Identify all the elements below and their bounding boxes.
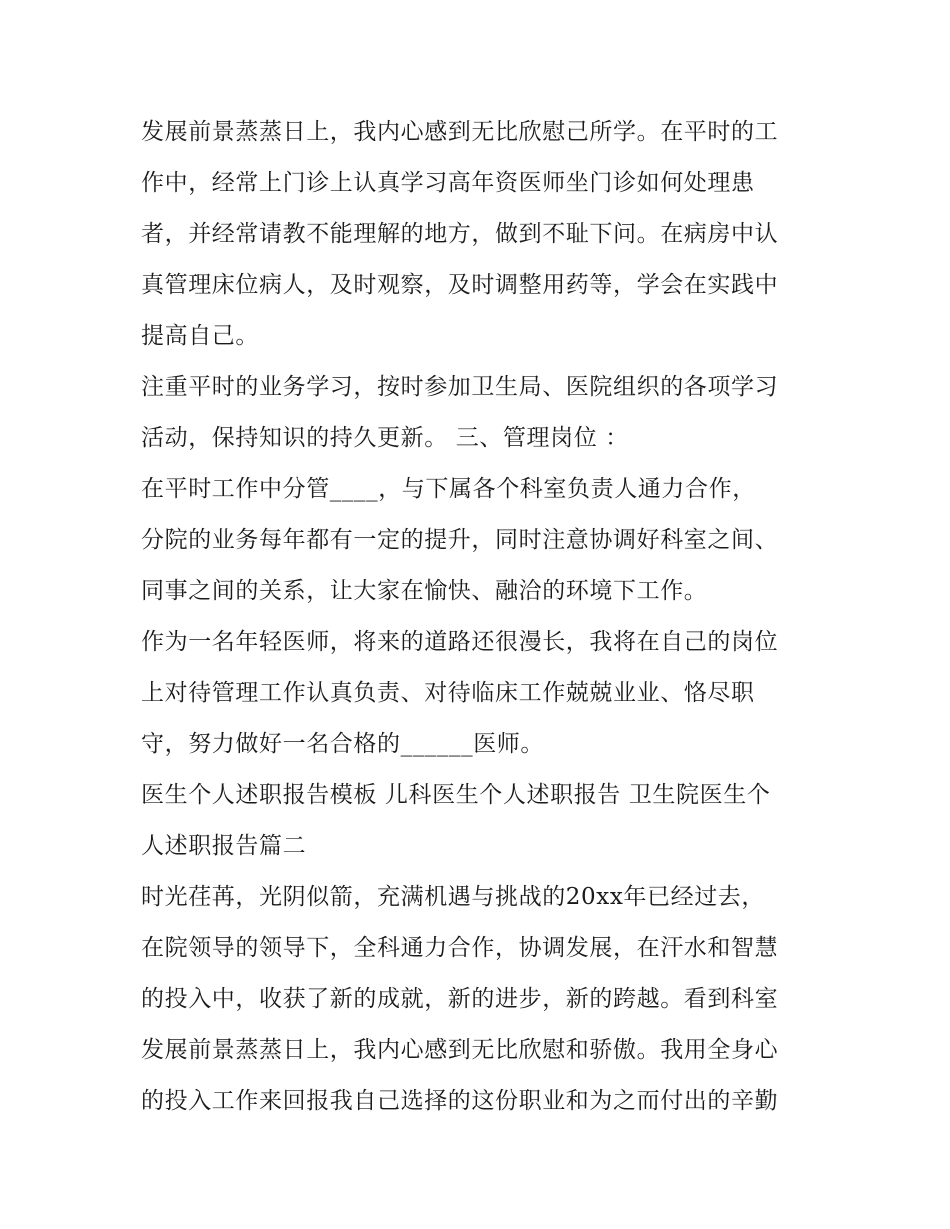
text-line: 分院的业务每年都有一定的提升，同时注意协调好科室之间、 <box>141 527 779 553</box>
text-line: 的投入工作来回报我自己选择的这份职业和为之而付出的辛勤 <box>141 1088 779 1114</box>
text-line: 同事之间的关系，让大家在愉快、融洽的环境下工作。 <box>141 578 708 604</box>
text-line: 者，并经常请教不能理解的地方，做到不耻下问。在病房中认 <box>141 221 779 247</box>
text-line: 发展前景蒸蒸日上，我内心感到无比欣慰己所学。在平时的工 <box>141 119 779 145</box>
text-line: 注重平时的业务学习，按时参加卫生局、医院组织的各项学习 <box>141 374 779 400</box>
section-title-line: 人述职报告篇二 <box>141 833 307 859</box>
text-line: 上对待管理工作认真负责、对待临床工作兢兢业业、恪尽职 <box>141 680 755 706</box>
text-line: 真管理床位病人，及时观察，及时调整用药等，学会在实践中 <box>141 272 779 298</box>
text-line: 发展前景蒸蒸日上，我内心感到无比欣慰和骄傲。我用全身心 <box>141 1037 779 1063</box>
text-line: 在院领导的领导下，全科通力合作，协调发展，在汗水和智慧 <box>141 935 779 961</box>
text-line: 时光荏苒，光阴似箭，充满机遇与挑战的20xx年已经过去， <box>141 884 766 910</box>
text-line: 在平时工作中分管____，与下属各个科室负责人通力合作， <box>141 476 756 502</box>
text-line: 作中，经常上门诊上认真学习高年资医师坐门诊如何处理患 <box>141 170 755 196</box>
text-line: 提高自己。 <box>141 323 259 349</box>
text-line: 守，努力做好一名合格的______医师。 <box>141 731 544 757</box>
text-line: 作为一名年轻医师，将来的道路还很漫长，我将在自己的岗位 <box>141 629 779 655</box>
text-line: 的投入中，收获了新的成就，新的进步，新的跨越。看到科室 <box>141 986 779 1012</box>
document-body <box>141 107 821 1127</box>
text-line: 活动，保持知识的持久更新。 三、管理岗位 ： <box>141 425 629 451</box>
section-title-line: 医生个人述职报告模板 儿科医生个人述职报告 卫生院医生个 <box>141 782 771 808</box>
